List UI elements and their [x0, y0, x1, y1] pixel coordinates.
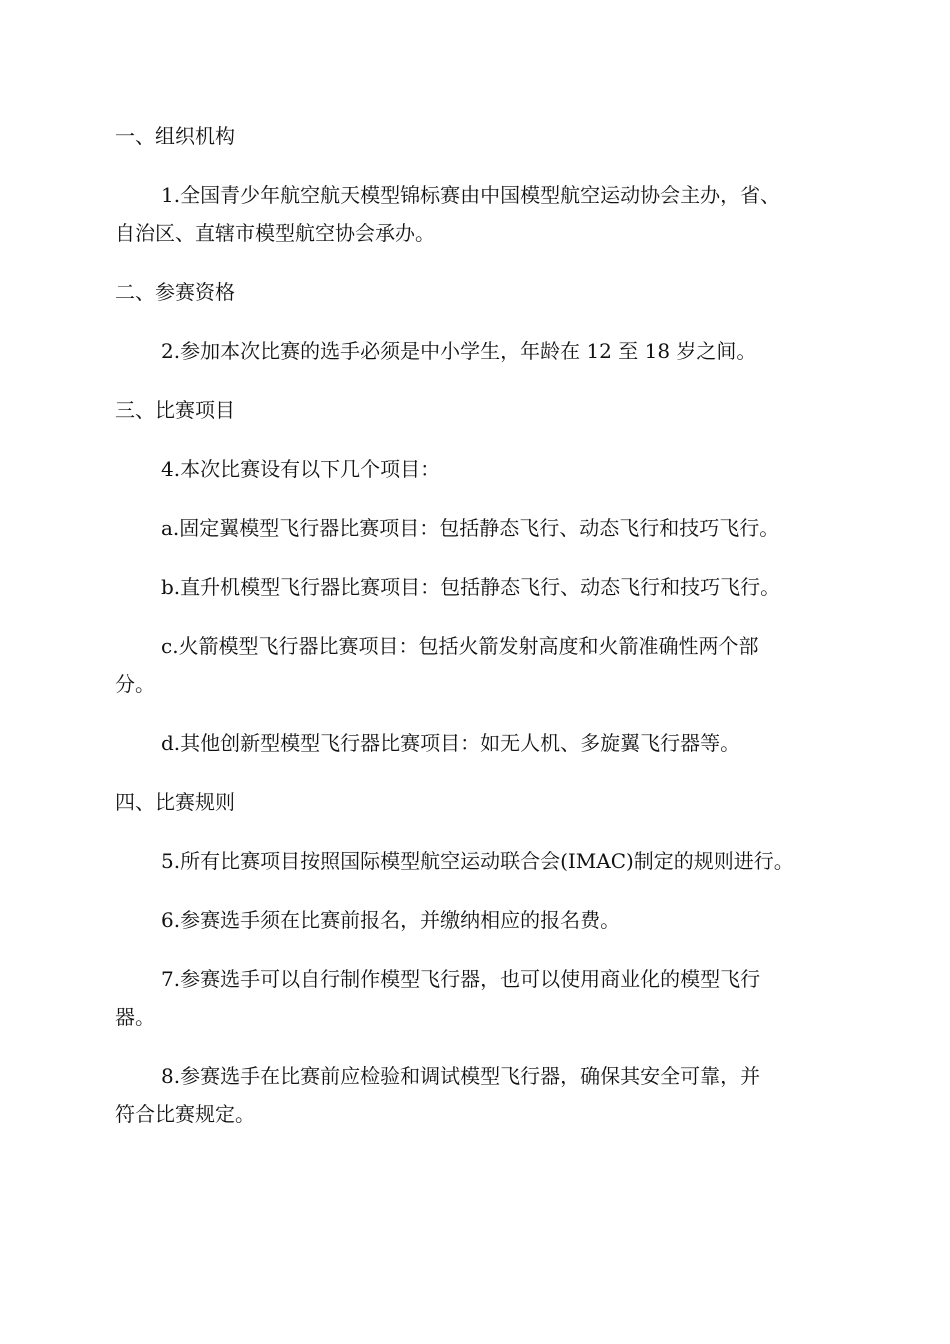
paragraph-line: 1.全国青少年航空航天模型锦标赛由中国模型航空运动协会主办，省、 [161, 183, 781, 207]
paragraph-line: 7.参赛选手可以自行制作模型飞行器，也可以使用商业化的模型飞行 [161, 967, 761, 991]
paragraph-item-7 [115, 960, 835, 1036]
section-heading-eligibility: 二、参赛资格 [115, 280, 235, 304]
paragraph-line: 8.参赛选手在比赛前应检验和调试模型飞行器，确保其安全可靠，并 [161, 1064, 761, 1088]
paragraph-item-4c [115, 627, 835, 703]
paragraph-item-4d: d.其他创新型模型飞行器比赛项目：如无人机、多旋翼飞行器等。 [161, 731, 741, 755]
paragraph-item-4b: b.直升机模型飞行器比赛项目：包括静态飞行、动态飞行和技巧飞行。 [161, 575, 781, 599]
paragraph-line: 自治区、直辖市模型航空协会承办。 [115, 221, 435, 245]
paragraph-line: 符合比赛规定。 [115, 1102, 255, 1126]
document-body [115, 117, 835, 1133]
paragraph-item-2: 2.参加本次比赛的选手必须是中小学生，年龄在 12 至 18 岁之间。 [161, 339, 757, 363]
paragraph-item-6: 6.参赛选手须在比赛前报名，并缴纳相应的报名费。 [161, 908, 621, 932]
paragraph-item-5: 5.所有比赛项目按照国际模型航空运动联合会(IMAC)制定的规则进行。 [161, 849, 794, 873]
paragraph-item-1 [115, 176, 835, 252]
paragraph-item-4: 4.本次比赛设有以下几个项目： [161, 457, 441, 481]
section-heading-rules: 四、比赛规则 [115, 790, 235, 814]
paragraph-item-4a: a.固定翼模型飞行器比赛项目：包括静态飞行、动态飞行和技巧飞行。 [161, 516, 780, 540]
paragraph-line: 分。 [115, 672, 155, 696]
paragraph-line: c.火箭模型飞行器比赛项目：包括火箭发射高度和火箭准确性两个部 [161, 634, 759, 658]
section-heading-organization: 一、组织机构 [115, 124, 235, 148]
section-heading-events: 三、比赛项目 [115, 398, 235, 422]
paragraph-line: 器。 [115, 1005, 155, 1029]
paragraph-item-8 [115, 1057, 835, 1133]
